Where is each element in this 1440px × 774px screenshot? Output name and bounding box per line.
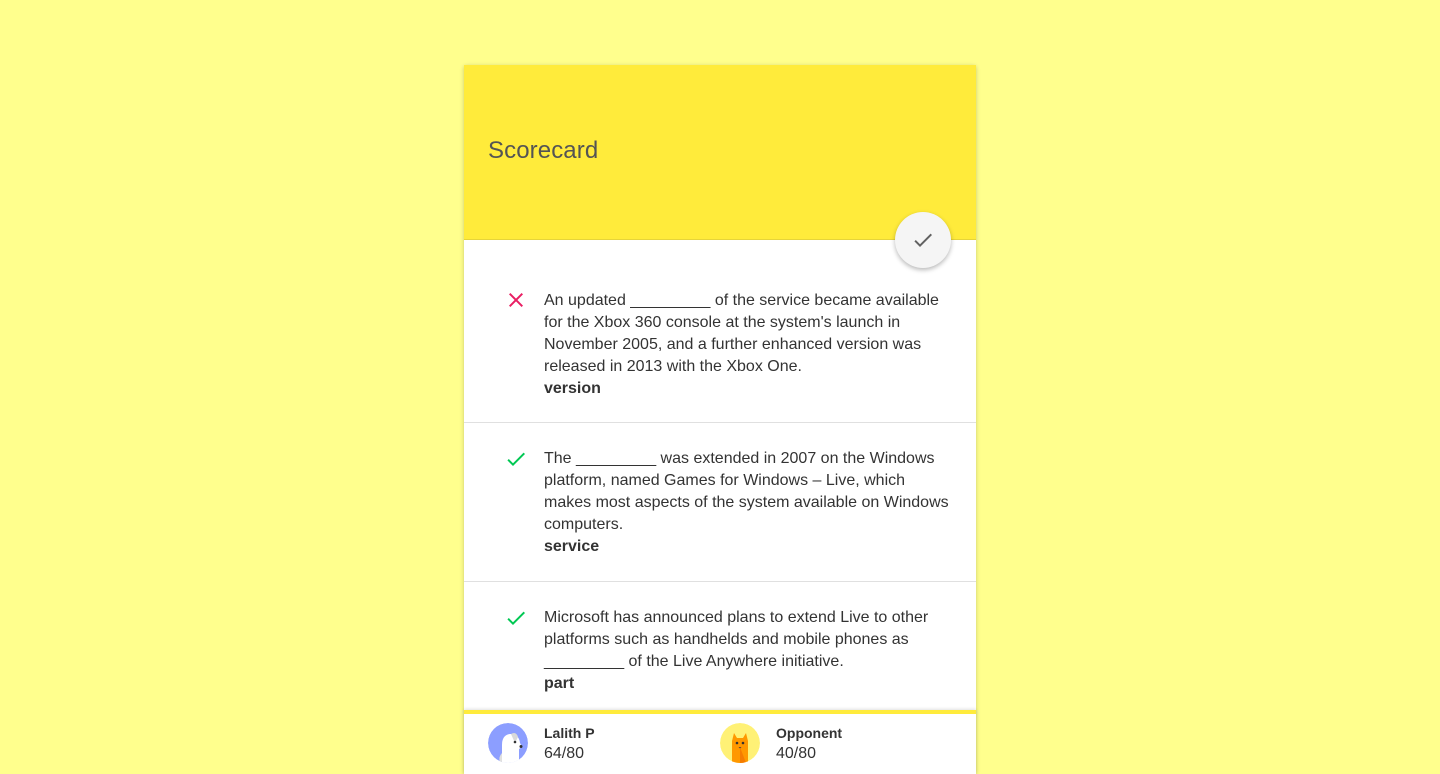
cat-avatar-icon [720,723,760,763]
question-text: Microsoft has announced plans to extend Live to other platforms such as handhelds and mobile phones as _________ of the Live Anywhere initiative. [544,609,929,670]
page-title: Scorecard [488,137,599,164]
check-icon [504,447,528,471]
check-icon [504,606,528,630]
dog-avatar-icon [488,723,528,763]
scorecard-card [464,65,976,774]
card-header [464,65,976,240]
avatar [720,723,760,763]
question-item [464,240,976,423]
score-footer [464,710,976,774]
question-text: An updated _________ of the service became available for the Xbox 360 console at the system's launch in November 2005, and a further enhanced version was released in 2013 with the Xbox One. [544,292,939,375]
question-item [464,423,976,582]
question-list [464,240,976,714]
player-name: Opponent [776,725,843,741]
question-text: The _________ was extended in 2007 on the Windows platform, named Games for Windows – Live, which makes most aspects of the system available on Windows computers. [544,450,949,533]
player-score-value: 40/80 [776,745,817,762]
correct-answer: version [544,380,601,397]
close-icon [504,288,528,312]
correct-answer: part [544,675,575,692]
question-item [464,582,976,714]
player-name: Lalith P [544,725,595,741]
avatar [488,723,528,763]
player-score-value: 64/80 [544,745,585,762]
correct-answer: service [544,538,600,555]
